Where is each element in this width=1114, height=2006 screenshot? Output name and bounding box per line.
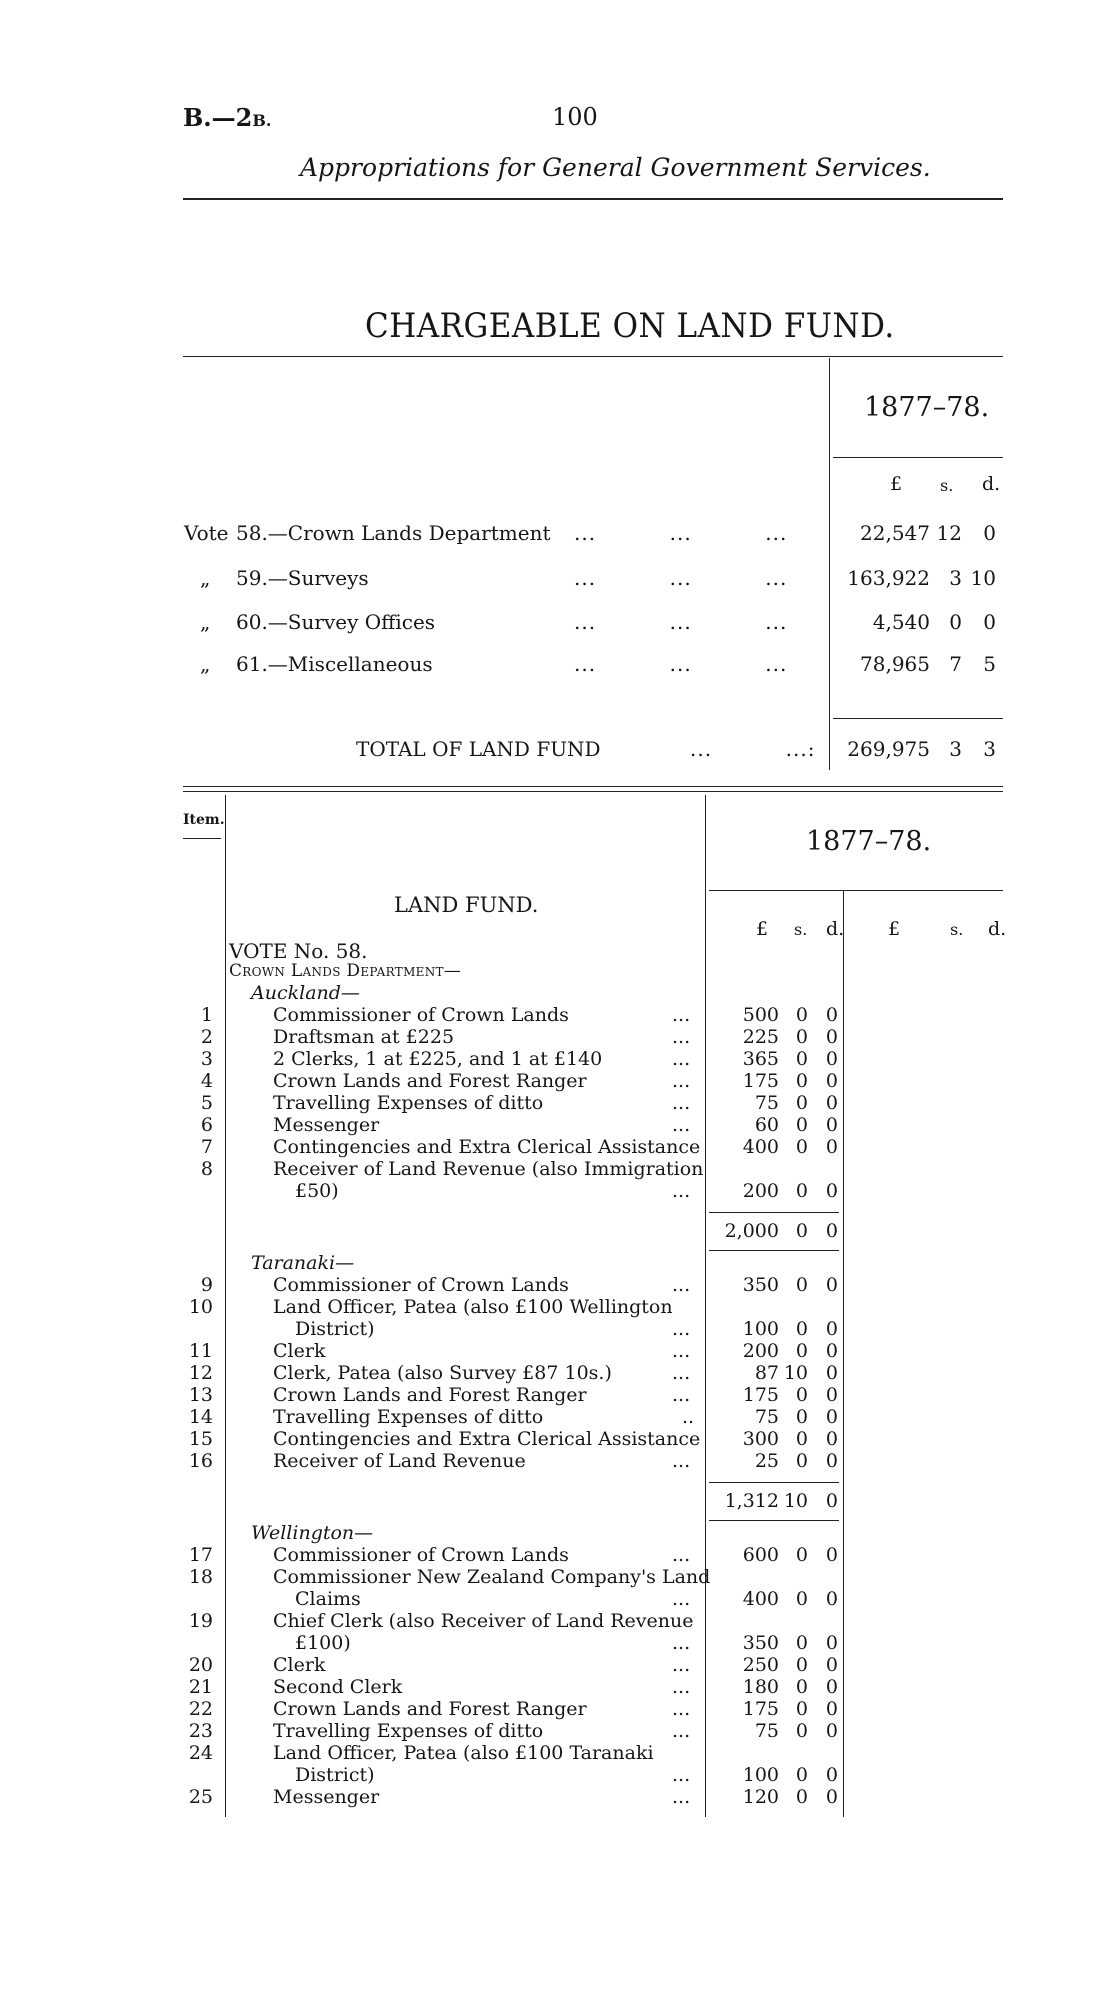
amount-column-divider <box>843 890 844 1817</box>
section-divider-lower <box>183 791 1003 792</box>
item-description: Crown Lands and Forest Ranger <box>273 1698 587 1720</box>
item-pence: 0 <box>825 1544 838 1566</box>
detail-unit-pounds: £ <box>756 918 769 940</box>
item-description: Travelling Expenses of ditto <box>273 1092 544 1114</box>
item-leader-dots: ... <box>672 1362 691 1384</box>
summary-column-divider <box>829 358 830 770</box>
subtotal-shillings: 10 <box>783 1490 808 1512</box>
item-description: Second Clerk <box>273 1676 403 1698</box>
item-leader-dots: ... <box>672 1384 691 1406</box>
summary-vote-shillings: 0 <box>949 610 962 634</box>
summary-vote-dots: ... ... ... <box>574 521 788 545</box>
item-shillings: 0 <box>795 1764 808 1786</box>
item-leader-dots: ... <box>672 1632 691 1654</box>
item-pounds: 175 <box>742 1384 779 1406</box>
item-description: Travelling Expenses of ditto <box>273 1406 544 1428</box>
item-shillings: 0 <box>795 1340 808 1362</box>
item-pounds: 87 <box>754 1362 779 1384</box>
item-pence: 0 <box>825 1318 838 1340</box>
item-pounds: 250 <box>742 1654 779 1676</box>
item-shillings: 0 <box>795 1406 808 1428</box>
summary-unit-pence: d. <box>982 473 1001 495</box>
item-shillings: 0 <box>795 1786 808 1808</box>
item-leader-dots: ... <box>672 1786 691 1808</box>
subtotal-pence: 0 <box>825 1490 838 1512</box>
item-number: 21 <box>188 1676 213 1698</box>
summary-total-label: TOTAL OF LAND FUND <box>356 737 601 761</box>
item-pence: 0 <box>825 1764 838 1786</box>
item-pence: 0 <box>825 1136 838 1158</box>
item-shillings: 0 <box>795 1070 808 1092</box>
item-leader-dots: ... <box>672 1026 691 1048</box>
summary-vote-pounds: 22,547 <box>860 521 930 545</box>
item-pence: 0 <box>825 1180 838 1202</box>
summary-vote-pence: 0 <box>983 610 996 634</box>
item-pounds: 350 <box>742 1274 779 1296</box>
item-leader-dots: ... <box>672 1180 691 1202</box>
item-number: 13 <box>188 1384 213 1406</box>
item-number: 6 <box>200 1114 213 1136</box>
item-description: Crown Lands and Forest Ranger <box>273 1070 587 1092</box>
summary-vote-shillings: 12 <box>936 521 962 545</box>
item-number: 22 <box>188 1698 213 1720</box>
item-pence: 0 <box>825 1428 838 1450</box>
summary-vote-dots: ... ... ... <box>574 610 788 634</box>
summary-vote-label: 59.—Surveys <box>236 566 369 590</box>
item-description: Receiver of Land Revenue <box>273 1450 526 1472</box>
item-description: Clerk, Patea (also Survey £87 10s.) <box>273 1362 612 1384</box>
item-pence: 0 <box>825 1362 838 1384</box>
item-number: 2 <box>200 1026 213 1048</box>
item-shillings: 0 <box>795 1720 808 1742</box>
summary-vote-prefix: Vote <box>184 521 229 545</box>
item-number: 11 <box>188 1340 213 1362</box>
item-shillings: 0 <box>795 1318 808 1340</box>
item-description: Chief Clerk (also Receiver of Land Revenue <box>273 1610 694 1632</box>
item-number: 23 <box>188 1720 213 1742</box>
item-pence: 0 <box>825 1632 838 1654</box>
item-number: 4 <box>200 1070 213 1092</box>
item-pounds: 60 <box>754 1114 779 1136</box>
summary-vote-dots: ... ... ... <box>574 566 788 590</box>
region-heading: Wellington— <box>251 1522 374 1544</box>
item-shillings: 0 <box>795 1450 808 1472</box>
item-pence: 0 <box>825 1786 838 1808</box>
item-pounds: 100 <box>742 1318 779 1340</box>
item-number: 7 <box>200 1136 213 1158</box>
item-shillings: 0 <box>795 1632 808 1654</box>
item-pounds: 400 <box>742 1136 779 1158</box>
item-description: Receiver of Land Revenue (also Immigration <box>273 1158 704 1180</box>
item-shillings: 0 <box>795 1676 808 1698</box>
summary-total-dots: ... ...: <box>690 737 816 761</box>
item-description: Commissioner of Crown Lands <box>273 1004 569 1026</box>
summary-total-shillings: 3 <box>949 737 962 761</box>
item-pence: 0 <box>825 1450 838 1472</box>
item-header-rule <box>183 838 221 839</box>
summary-vote-pounds: 163,922 <box>847 566 930 590</box>
item-leader-dots: ... <box>672 1048 691 1070</box>
item-description: Crown Lands and Forest Ranger <box>273 1384 587 1406</box>
item-pence: 0 <box>825 1092 838 1114</box>
item-number: 19 <box>188 1610 213 1632</box>
subtotal-shillings: 0 <box>795 1220 808 1242</box>
item-shillings: 0 <box>795 1180 808 1202</box>
summary-vote-label: 58.—Crown Lands Department <box>236 521 551 545</box>
item-pence: 0 <box>825 1274 838 1296</box>
subtotal-rule-lower <box>709 1250 839 1251</box>
item-pounds: 175 <box>742 1070 779 1092</box>
item-shillings: 0 <box>795 1588 808 1610</box>
item-pence: 0 <box>825 1004 838 1026</box>
document-reference: B.—2B. <box>183 103 272 132</box>
section-divider-upper <box>183 786 1003 787</box>
summary-vote-shillings: 7 <box>949 652 962 676</box>
item-number: 5 <box>200 1092 213 1114</box>
item-leader-dots: ... <box>672 1340 691 1362</box>
item-pence: 0 <box>825 1698 838 1720</box>
item-description: Contingencies and Extra Clerical Assistance <box>273 1136 701 1158</box>
item-description: £100) <box>295 1632 351 1654</box>
department-title: Crown Lands Department— <box>229 961 462 981</box>
item-pence: 0 <box>825 1384 838 1406</box>
item-pence: 0 <box>825 1070 838 1092</box>
page-number: 100 <box>552 103 598 131</box>
item-pounds: 600 <box>742 1544 779 1566</box>
summary-vote-pence: 10 <box>970 566 996 590</box>
item-number: 16 <box>188 1450 213 1472</box>
summary-vote-pence: 0 <box>983 521 996 545</box>
summary-unit-pounds: £ <box>890 473 903 495</box>
item-description: Commissioner of Crown Lands <box>273 1274 569 1296</box>
item-pounds: 400 <box>742 1588 779 1610</box>
summary-total-rule <box>833 718 1003 719</box>
item-description: Claims <box>295 1588 361 1610</box>
item-shillings: 0 <box>795 1092 808 1114</box>
page-title: Appropriations for General Government Services. <box>300 153 931 182</box>
item-pounds: 75 <box>754 1720 779 1742</box>
item-shillings: 0 <box>795 1136 808 1158</box>
item-shillings: 0 <box>795 1114 808 1136</box>
item-shillings: 0 <box>795 1428 808 1450</box>
item-number: 18 <box>188 1566 213 1588</box>
item-description: Land Officer, Patea (also £100 Taranaki <box>273 1742 654 1764</box>
item-description: Clerk <box>273 1340 326 1362</box>
item-leader-dots: ... <box>672 1654 691 1676</box>
land-fund-title: LAND FUND. <box>394 893 539 917</box>
subtotal-pence: 0 <box>825 1220 838 1242</box>
region-heading: Taranaki— <box>251 1252 355 1274</box>
item-leader-dots: ... <box>672 1004 691 1026</box>
item-shillings: 10 <box>783 1362 808 1384</box>
item-pounds: 200 <box>742 1340 779 1362</box>
item-pounds: 200 <box>742 1180 779 1202</box>
detail-unit-shillings: s. <box>794 920 808 939</box>
item-number: 14 <box>188 1406 213 1428</box>
summary-vote-pence: 5 <box>983 652 996 676</box>
summary-vote-label: 60.—Survey Offices <box>236 610 436 634</box>
item-description: Clerk <box>273 1654 326 1676</box>
item-description: Draftsman at £225 <box>273 1026 455 1048</box>
item-shillings: 0 <box>795 1048 808 1070</box>
item-number: 12 <box>188 1362 213 1384</box>
detail-unit-pence: d. <box>826 918 845 940</box>
summary-vote-dots: ... ... ... <box>574 652 788 676</box>
item-leader-dots: ... <box>672 1450 691 1472</box>
item-pence: 0 <box>825 1114 838 1136</box>
item-pounds: 365 <box>742 1048 779 1070</box>
summary-vote-shillings: 3 <box>949 566 962 590</box>
subtotal-pounds: 2,000 <box>724 1220 779 1242</box>
item-column-header: Item. <box>183 812 225 828</box>
detail-unit-shillings-2: s. <box>950 920 964 939</box>
item-leader-dots: ... <box>672 1720 691 1742</box>
summary-total-pence: 3 <box>983 737 996 761</box>
item-description: £50) <box>295 1180 339 1202</box>
summary-vote-pounds: 4,540 <box>872 610 930 634</box>
item-leader-dots: ... <box>672 1274 691 1296</box>
item-leader-dots: ... <box>672 1318 691 1340</box>
item-number: 1 <box>200 1004 213 1026</box>
summary-title: CHARGEABLE ON LAND FUND. <box>365 306 895 346</box>
header-rule <box>183 198 1003 200</box>
summary-vote-label: 61.—Miscellaneous <box>236 652 433 676</box>
item-leader-dots: ... <box>672 1676 691 1698</box>
summary-vote-prefix: „ <box>200 652 211 676</box>
item-description: District) <box>295 1318 375 1340</box>
item-description: Commissioner New Zealand Company's Land <box>273 1566 711 1588</box>
summary-vote-pounds: 78,965 <box>860 652 930 676</box>
item-pounds: 225 <box>742 1026 779 1048</box>
subtotal-rule-lower <box>709 1520 839 1521</box>
summary-top-rule <box>183 356 1003 357</box>
item-pence: 0 <box>825 1654 838 1676</box>
item-description: Travelling Expenses of ditto <box>273 1720 544 1742</box>
item-description: Commissioner of Crown Lands <box>273 1544 569 1566</box>
subtotal-rule <box>709 1212 839 1213</box>
subtotal-rule <box>709 1482 839 1483</box>
item-description: District) <box>295 1764 375 1786</box>
detail-year-rule <box>709 890 1003 891</box>
item-leader-dots: ... <box>672 1092 691 1114</box>
item-pounds: 25 <box>754 1450 779 1472</box>
item-number: 15 <box>188 1428 213 1450</box>
item-leader-dots: ... <box>672 1764 691 1786</box>
item-description: Messenger <box>273 1786 380 1808</box>
subtotal-pounds: 1,312 <box>724 1490 779 1512</box>
item-description: 2 Clerks, 1 at £225, and 1 at £140 <box>273 1048 603 1070</box>
item-leader-dots: ... <box>672 1544 691 1566</box>
item-column-divider <box>225 795 226 1817</box>
summary-vote-prefix: „ <box>200 610 211 634</box>
item-shillings: 0 <box>795 1274 808 1296</box>
item-pence: 0 <box>825 1340 838 1362</box>
item-description: Contingencies and Extra Clerical Assistance <box>273 1428 701 1450</box>
item-leader-dots: ... <box>672 1070 691 1092</box>
item-shillings: 0 <box>795 1026 808 1048</box>
item-number: 9 <box>200 1274 213 1296</box>
item-number: 8 <box>200 1158 213 1180</box>
item-shillings: 0 <box>795 1654 808 1676</box>
detail-unit-pence-2: d. <box>988 918 1007 940</box>
detail-unit-pounds-2: £ <box>888 918 901 940</box>
item-shillings: 0 <box>795 1544 808 1566</box>
item-pounds: 180 <box>742 1676 779 1698</box>
item-number: 10 <box>188 1296 213 1318</box>
item-number: 3 <box>200 1048 213 1070</box>
item-number: 20 <box>188 1654 213 1676</box>
description-column-divider <box>705 795 706 1817</box>
summary-year: 1877–78. <box>864 392 990 423</box>
item-description: Land Officer, Patea (also £100 Wellington <box>273 1296 673 1318</box>
item-number: 24 <box>188 1742 213 1764</box>
item-pence: 0 <box>825 1026 838 1048</box>
item-pounds: 500 <box>742 1004 779 1026</box>
item-pounds: 300 <box>742 1428 779 1450</box>
item-leader-dots: ... <box>672 1114 691 1136</box>
item-leader-dots: .. <box>682 1406 695 1428</box>
item-shillings: 0 <box>795 1384 808 1406</box>
item-shillings: 0 <box>795 1698 808 1720</box>
item-pence: 0 <box>825 1720 838 1742</box>
item-pounds: 175 <box>742 1698 779 1720</box>
item-pounds: 100 <box>742 1764 779 1786</box>
summary-unit-shillings: s. <box>940 476 954 495</box>
summary-vote-prefix: „ <box>200 566 211 590</box>
item-shillings: 0 <box>795 1004 808 1026</box>
item-pounds: 120 <box>742 1786 779 1808</box>
region-heading: Auckland— <box>251 982 360 1004</box>
item-pounds: 75 <box>754 1092 779 1114</box>
item-number: 25 <box>188 1786 213 1808</box>
item-leader-dots: ... <box>672 1588 691 1610</box>
vote-title: VOTE No. 58. <box>229 939 368 963</box>
item-number: 17 <box>188 1544 213 1566</box>
item-pounds: 75 <box>754 1406 779 1428</box>
item-pence: 0 <box>825 1676 838 1698</box>
item-pence: 0 <box>825 1406 838 1428</box>
item-pence: 0 <box>825 1588 838 1610</box>
detail-year: 1877–78. <box>806 826 932 857</box>
item-leader-dots: ... <box>672 1698 691 1720</box>
item-pounds: 350 <box>742 1632 779 1654</box>
summary-year-rule <box>833 457 1003 458</box>
summary-total-pounds: 269,975 <box>847 737 930 761</box>
item-description: Messenger <box>273 1114 380 1136</box>
item-pence: 0 <box>825 1048 838 1070</box>
